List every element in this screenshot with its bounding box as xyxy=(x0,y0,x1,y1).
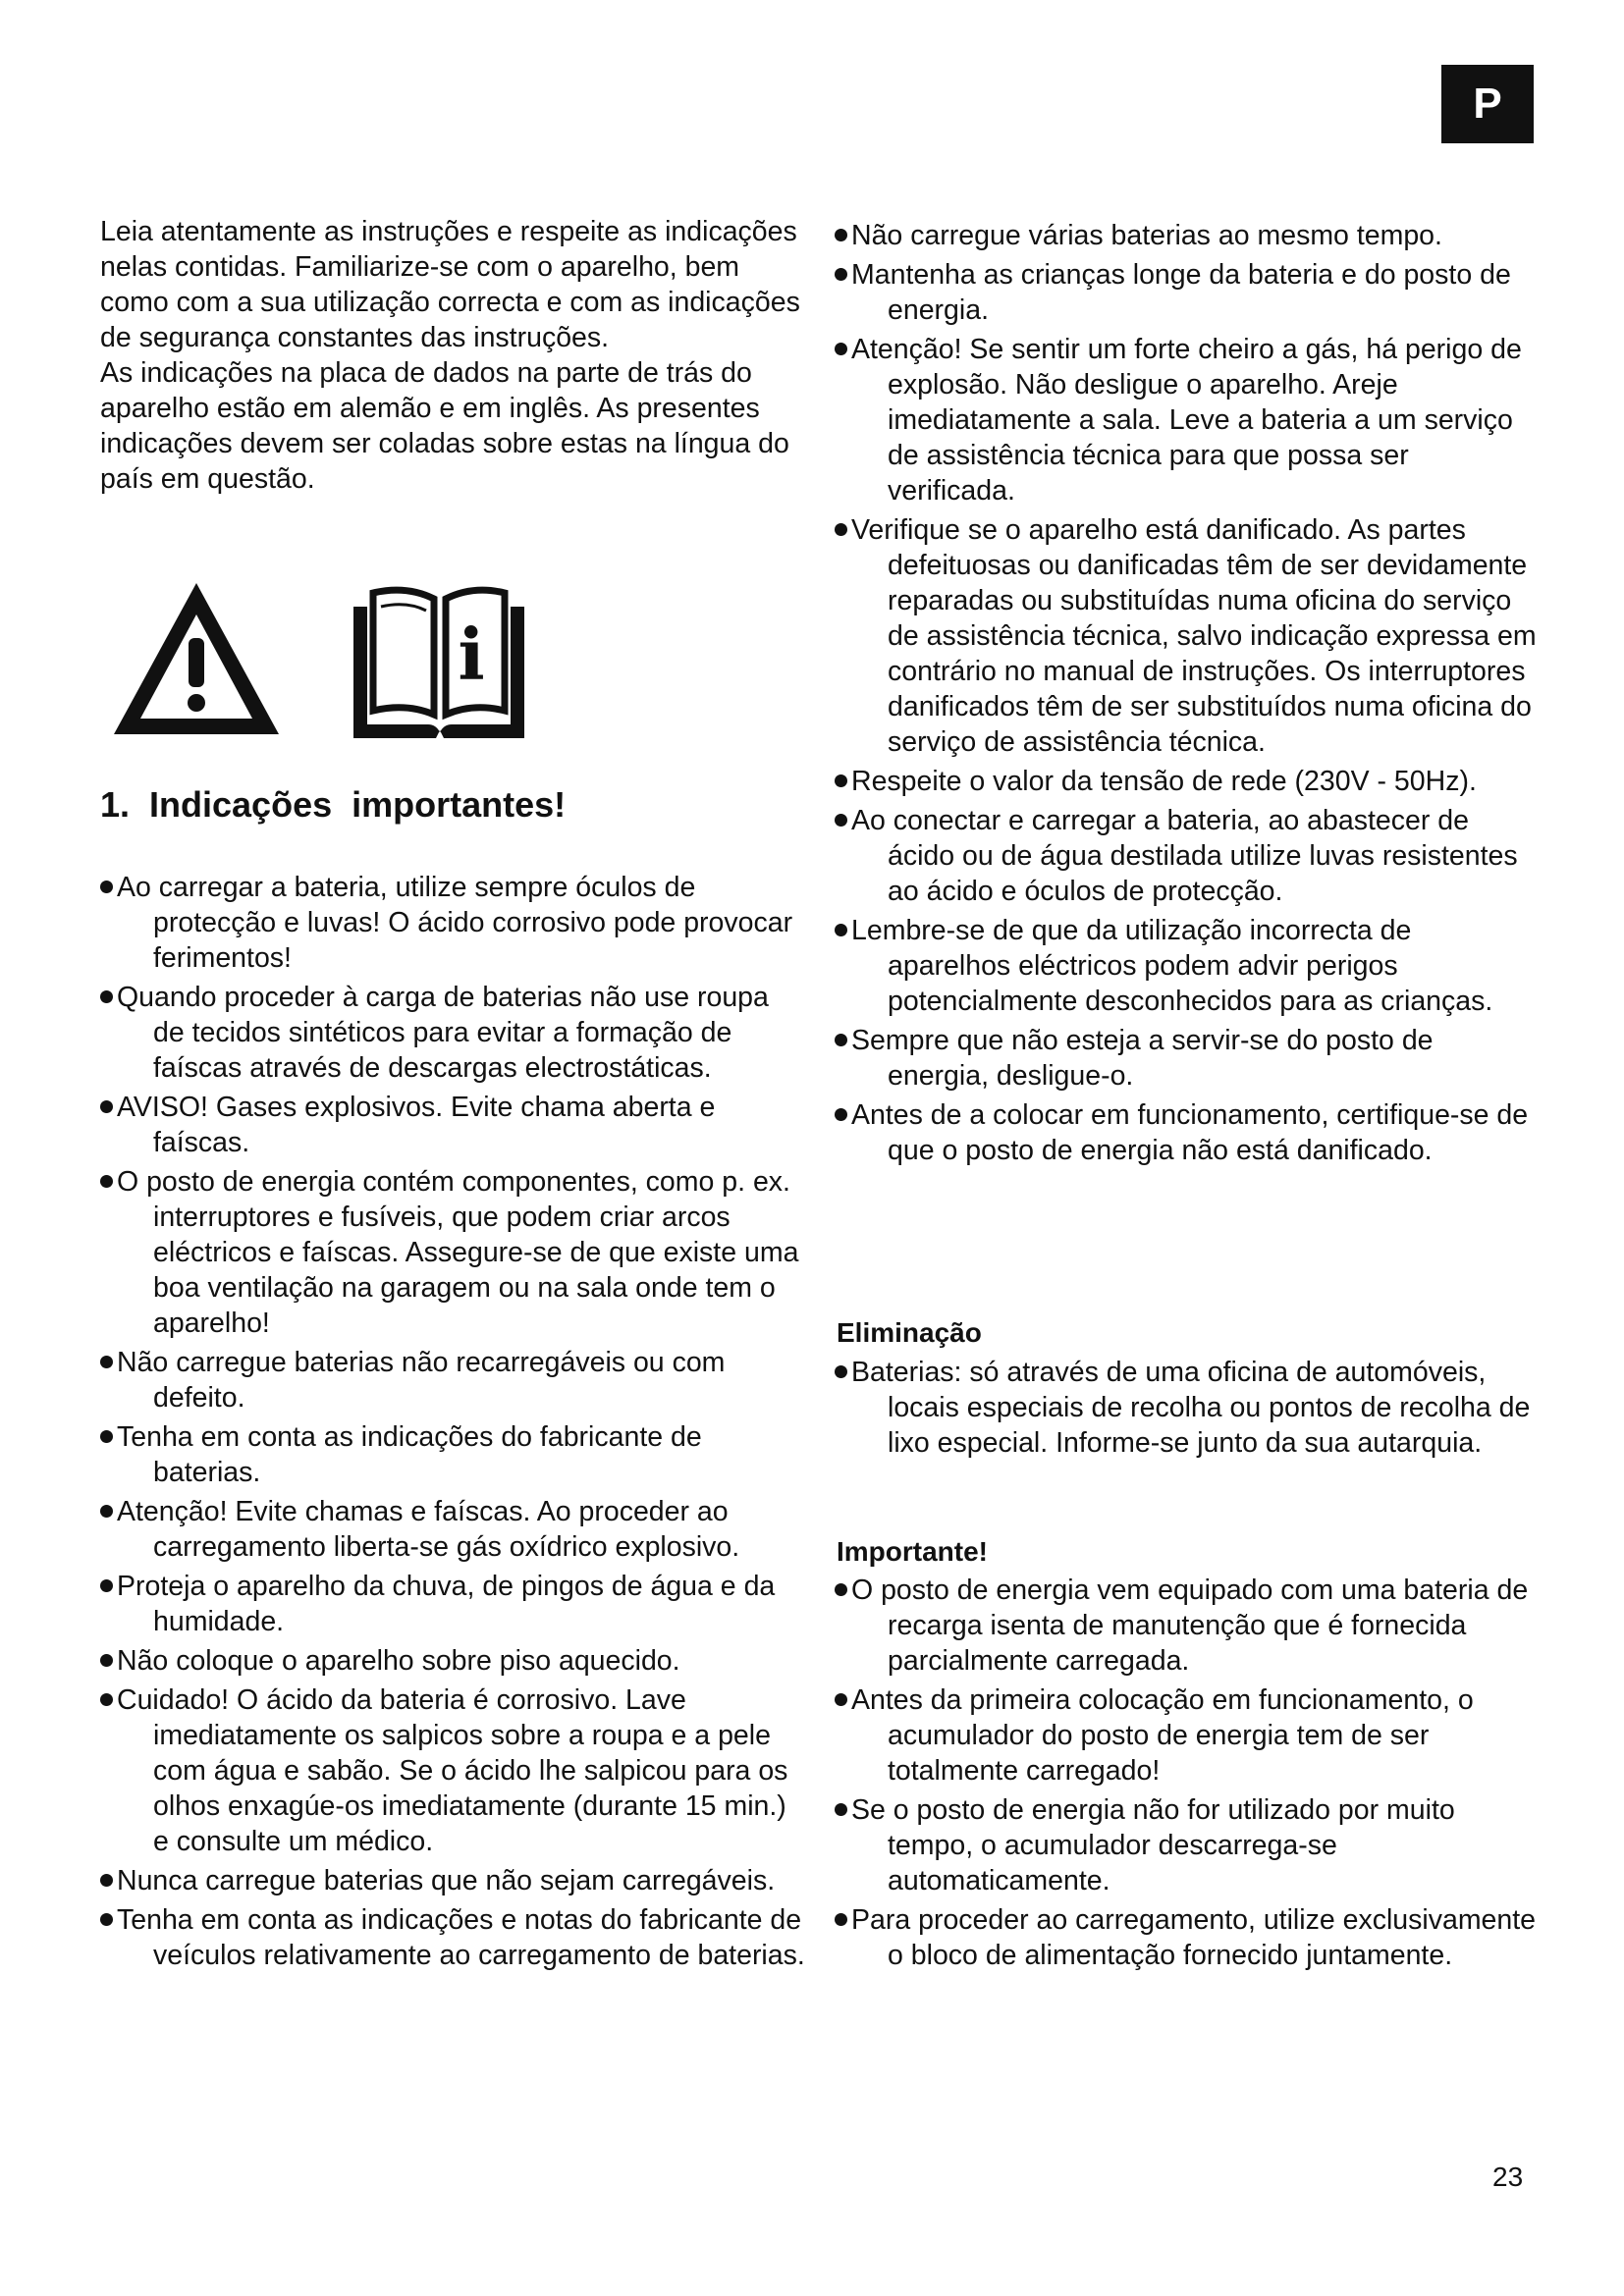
bullet-icon xyxy=(100,1579,113,1592)
list-item-text: Nunca carregue baterias que não sejam carregáveis. xyxy=(117,1865,776,1896)
list-item xyxy=(100,870,807,976)
manual-info-icon xyxy=(348,577,529,744)
elimination-heading: Eliminação xyxy=(837,1317,982,1348)
bullet-icon xyxy=(835,1034,847,1046)
list-item xyxy=(835,1023,1542,1094)
list-item xyxy=(835,1792,1542,1898)
list-item xyxy=(835,1682,1542,1789)
bullet-icon xyxy=(100,1913,113,1926)
bullet-icon xyxy=(100,881,113,893)
list-item-text: Mantenha as crianças longe da bateria e do posto de energia. xyxy=(851,259,1511,326)
list-item-text: Antes de a colocar em funcionamento, certifique-se de que o posto de energia não está danificado. xyxy=(851,1099,1529,1166)
intro-paragraph-2: As indicações na placa de dados na parte de trás do aparelho estão em alemão e em inglês. As presentes indicações devem ser coladas sobre estas na língua do país em questão. xyxy=(100,357,789,495)
list-item-text: Cuidado! O ácido da bateria é corrosivo. Lave imediatamente os salpicos sobre a roupa e a pele com água e sabão. Se o ácido lhe salpicou para os olhos enxagúe-os imediatamente (durante 15 min.) e consulte um médico. xyxy=(117,1684,788,1857)
list-item-text: Não coloque o aparelho sobre piso aquecido. xyxy=(117,1645,680,1677)
list-item-text: Não carregue baterias não recarregáveis ou com defeito. xyxy=(117,1347,726,1414)
page-number: 23 xyxy=(1492,2162,1524,2192)
list-item xyxy=(100,1643,807,1679)
list-item-text: Lembre-se de que da utilização incorrecta de aparelhos eléctricos podem advir perigos potencialmente desconhecidos para as crianças. xyxy=(851,915,1493,1017)
safety-list-right xyxy=(835,218,1542,1172)
list-item xyxy=(835,1902,1542,1973)
list-item xyxy=(835,1355,1542,1461)
list-item-text: Ao conectar e carregar a bateria, ao abastecer de ácido ou de água destilada utilize luvas resistentes ao ácido e óculos de protecção. xyxy=(851,805,1518,907)
list-item-text: Verifique se o aparelho está danificado. As partes defeituosas ou danificadas têm de ser devidamente reparadas ou substituídas numa oficina do serviço de assistência técnica, salvo indicação expressa em contrário no manual de instruções. Os interruptores danificados têm de ser substituídos numa oficina do serviço de assistência técnica. xyxy=(851,514,1537,758)
list-item xyxy=(100,1164,807,1341)
bullet-icon xyxy=(100,1100,113,1113)
list-item-text: Para proceder ao carregamento, utilize exclusivamente o bloco de alimentação fornecido juntamente. xyxy=(851,1904,1537,1971)
bullet-icon xyxy=(835,1803,847,1816)
safety-list-left xyxy=(100,870,807,1977)
list-item xyxy=(835,1573,1542,1679)
bullet-icon xyxy=(835,1365,847,1378)
list-item xyxy=(835,257,1542,328)
list-item-text: Tenha em conta as indicações e notas do fabricante de veículos relativamente ao carregamento de baterias. xyxy=(117,1904,805,1971)
list-item-text: Baterias: só através de uma oficina de automóveis, locais especiais de recolha ou pontos de recolha de lixo especial. Informe-se junto da sua autarquia. xyxy=(851,1357,1531,1459)
bullet-icon xyxy=(100,1654,113,1667)
intro-text xyxy=(100,214,807,497)
list-item xyxy=(100,1902,807,1973)
list-item xyxy=(100,1863,807,1898)
bullet-icon xyxy=(835,343,847,355)
intro-paragraph-1: Leia atentamente as instruções e respeite as indicações nelas contidas. Familiarize-se com o aparelho, bem como com a sua utilização correcta e com as indicações de segurança constantes das instruções. xyxy=(100,216,800,353)
list-item-text: Atenção! Se sentir um forte cheiro a gás, há perigo de explosão. Não desligue o aparelho. Areje imediatamente a sala. Leve a bateria a um serviço de assistência técnica para que possa ser verificada. xyxy=(851,334,1522,507)
list-item-text: O posto de energia contém componentes, como p. ex. interruptores e fusíveis, que podem criar arcos eléctricos e faíscas. Assegure-se de que existe uma boa ventilação na garagem ou na sala onde tem o aparelho! xyxy=(117,1166,799,1339)
list-item-text: Tenha em conta as indicações do fabricante de baterias. xyxy=(117,1421,702,1488)
list-item xyxy=(100,980,807,1086)
list-item-text: Quando proceder à carga de baterias não use roupa de tecidos sintéticos para evitar a formação de faíscas através de descargas electrostáticas. xyxy=(117,982,769,1084)
language-badge: P xyxy=(1441,65,1534,143)
important-heading: Importante! xyxy=(837,1536,988,1567)
bullet-icon xyxy=(100,1874,113,1887)
section-title: 1. Indicações importantes! xyxy=(100,784,567,825)
list-item-text: Antes da primeira colocação em funcionamento, o acumulador do posto de energia tem de ser totalmente carregado! xyxy=(851,1684,1474,1787)
bullet-icon xyxy=(835,268,847,281)
list-item xyxy=(835,764,1542,799)
warning-triangle-icon xyxy=(108,577,285,744)
list-item xyxy=(100,1682,807,1859)
list-item xyxy=(100,1090,807,1160)
list-item xyxy=(835,332,1542,508)
list-item-text: Se o posto de energia não for utilizado por muito tempo, o acumulador descarrega-se automaticamente. xyxy=(851,1794,1455,1896)
bullet-icon xyxy=(835,814,847,827)
bullet-icon xyxy=(100,1175,113,1188)
list-item xyxy=(100,1569,807,1639)
list-item-text: Sempre que não esteja a servir-se do posto de energia, desligue-o. xyxy=(851,1025,1434,1092)
bullet-icon xyxy=(835,523,847,536)
list-item-text: Ao carregar a bateria, utilize sempre óculos de protecção e luvas! O ácido corrosivo pode provocar ferimentos! xyxy=(117,872,793,974)
bullet-icon xyxy=(835,924,847,936)
bullet-icon xyxy=(100,1693,113,1706)
list-item xyxy=(835,1097,1542,1168)
list-item-text: Atenção! Evite chamas e faíscas. Ao proceder ao carregamento liberta-se gás oxídrico explosivo. xyxy=(117,1496,740,1563)
list-item xyxy=(100,1494,807,1565)
bullet-icon xyxy=(835,229,847,241)
list-item xyxy=(835,913,1542,1019)
info-letter: i xyxy=(458,613,485,696)
list-item xyxy=(100,1419,807,1490)
list-item xyxy=(835,512,1542,760)
bullet-icon xyxy=(835,1583,847,1596)
bullet-icon xyxy=(100,1430,113,1443)
bullet-icon xyxy=(100,1356,113,1368)
bullet-icon xyxy=(100,1505,113,1518)
safety-icons xyxy=(100,577,532,744)
bullet-icon xyxy=(100,990,113,1003)
list-item-text: Respeite o valor da tensão de rede (230V - 50Hz). xyxy=(851,766,1477,797)
list-item xyxy=(100,1345,807,1415)
bullet-icon xyxy=(835,774,847,787)
list-item-text: O posto de energia vem equipado com uma bateria de recarga isenta de manutenção que é fornecida parcialmente carregada. xyxy=(851,1575,1529,1677)
bullet-icon xyxy=(835,1108,847,1121)
list-item-text: Não carregue várias baterias ao mesmo tempo. xyxy=(851,220,1442,251)
bullet-icon xyxy=(835,1693,847,1706)
list-item xyxy=(835,803,1542,909)
elimination-list xyxy=(835,1355,1542,1465)
list-item-text: Proteja o aparelho da chuva, de pingos de água e da humidade. xyxy=(117,1571,776,1637)
bullet-icon xyxy=(835,1913,847,1926)
important-list xyxy=(835,1573,1542,1977)
list-item xyxy=(835,218,1542,253)
list-item-text: AVISO! Gases explosivos. Evite chama aberta e faíscas. xyxy=(117,1092,716,1158)
